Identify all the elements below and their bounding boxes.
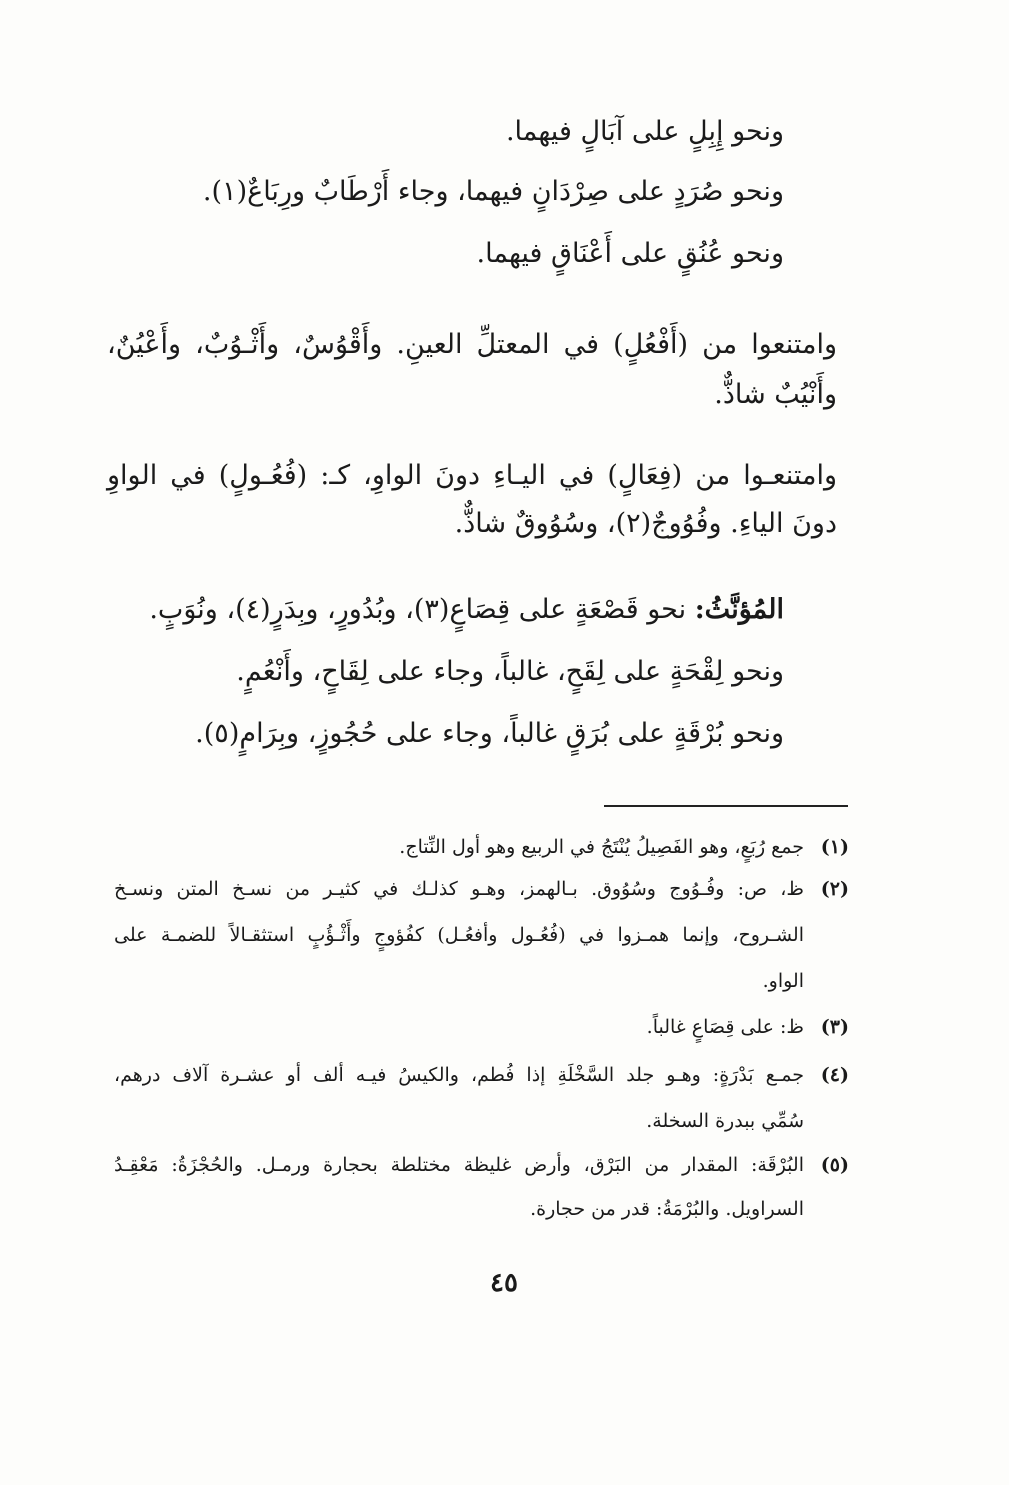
footnote-number-2: (٢) <box>820 878 849 900</box>
text-line-5: وأَنْيُبٌ شاذٌّ. <box>714 379 837 410</box>
footnote-5-line-1: البُرْقَة: المقدار من البَرْق، وأرض غليظة مختلطة بحجارة ورمـل. والحُجْزَةُ: مَعْقِـدُ <box>114 1154 804 1176</box>
footnote-4-line-1: جمـع بَدْرَةٍ: وهـو جلد السَّخْلَةِ إذا فُطم، والكيسُ فيـه ألف أو عشـرة آلاف درهم، <box>114 1064 804 1086</box>
footnote-number-3: (٣) <box>820 1016 849 1038</box>
footnote-number-4: (٤) <box>820 1064 849 1086</box>
footnote-4-line-2: سُمِّي ببدرة السخلة. <box>646 1110 804 1132</box>
section-heading: المُؤنَّثُ: <box>694 594 784 625</box>
text-line-3: ونحو عُنُقٍ على أَعْنَاقٍ فيهما. <box>476 238 784 269</box>
text-line-6: وامتنعـوا من (فِعَالٍ) في اليـاءِ دونَ الواوِ، كـ: (فُعُـولٍ) في الواوِ <box>107 460 837 491</box>
footnote-5-line-2: السراويل. والبُرْمَةُ: قدر من حجارة. <box>530 1198 804 1220</box>
section-body: نحو قَصْعَةٍ على قِصَاعٍ(٣)، وبُدُورٍ، وبِدَرٍ(٤)، ونُوَبٍ. <box>149 594 695 625</box>
text-line-4: وامتنعوا من (أَفْعُلٍ) في المعتلِّ العينِ. وأَقْوُسٌ، وأَثْـوُبٌ، وأَعْيُنٌ، <box>107 329 837 360</box>
feminine-section-line <box>149 590 784 630</box>
page-number: ٤٥ <box>490 1268 518 1298</box>
footnote-number-1: (١) <box>820 836 849 858</box>
footnote-1-line-1: جمع رُبَعٍ، وهو الفَصِيلُ يُنْتَجُ في الربيع وهو أول النِّتاج. <box>399 836 804 858</box>
text-line-10: ونحو بُرْقَةٍ على بُرَقٍ غالباً، وجاء على حُجُوزٍ، وبِرَامٍ(٥). <box>195 718 784 749</box>
footnote-2-line-3: الواو. <box>762 970 804 992</box>
footnote-2-line-1: ظ، ص: وفُـوُوج وسُوُوق. بـالهمز، وهـو كذلـك في كثيـر من نسـخ المتن ونسـخ <box>114 878 804 900</box>
footnote-3-line-1: ظ: على قِصَاعٍ غالباً. <box>646 1016 804 1038</box>
footnote-2-line-2: الشـروح، وإنما همـزوا في (فُعُـول وأفعُـل) كفُؤوجٍ وأَثْـؤُبٍ استثقـالاً للضمـة على <box>114 924 804 946</box>
footnote-number-5: (٥) <box>820 1154 849 1176</box>
text-line-2: ونحو صُرَدٍ على صِرْدَانٍ فيهما، وجاء أَرْطَابٌ ورِبَاعٌ(١). <box>202 176 784 207</box>
text-line-1: ونحو إِبِلٍ على آبَالٍ فيهما. <box>505 116 784 147</box>
footnote-separator <box>604 805 848 807</box>
text-line-9: ونحو لِقْحَةٍ على لِقَحٍ، غالباً، وجاء على لِقَاحٍ، وأَنْعُمٍ. <box>236 656 784 687</box>
section-text <box>149 594 784 625</box>
text-line-7: دونَ الياءِ. وفُوُوجٌ(٢)، وسُوُوقٌ شاذٌّ. <box>454 508 837 539</box>
